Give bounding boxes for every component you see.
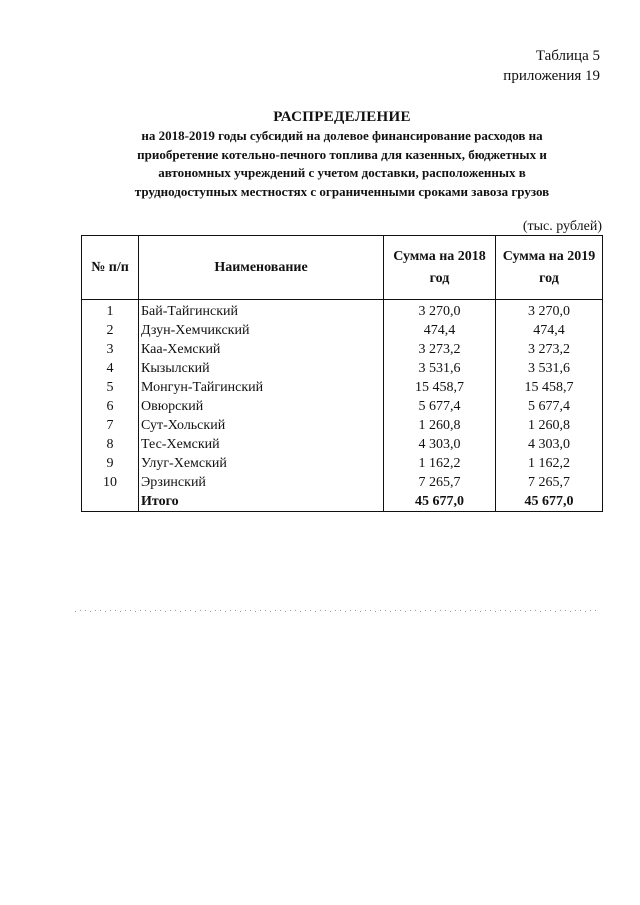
scan-dot — [155, 610, 156, 611]
row-number: 8 — [82, 435, 139, 454]
scan-dot — [380, 610, 381, 611]
row-name: Бай-Тайгинский — [139, 300, 384, 322]
table-row — [82, 340, 603, 359]
scan-dot — [320, 610, 321, 611]
scan-dot — [475, 610, 476, 611]
document-heading — [80, 107, 604, 201]
scan-dot — [595, 610, 596, 611]
scan-dot — [450, 611, 451, 612]
scan-dot — [340, 610, 341, 611]
table-header-row — [82, 236, 603, 300]
scan-dot — [175, 610, 176, 611]
scan-dot — [290, 610, 291, 611]
scan-dot — [550, 610, 551, 611]
scan-dot — [400, 610, 401, 611]
scan-dot — [180, 611, 181, 612]
row-sum-2019: 5 677,4 — [496, 397, 603, 416]
scan-dot — [500, 610, 501, 611]
scan-dot — [245, 610, 246, 611]
units-note: (тыс. рублей) — [522, 219, 602, 234]
scan-dot — [420, 611, 421, 612]
subsidy-table — [81, 235, 603, 512]
scan-dot — [205, 610, 206, 611]
scan-dot — [535, 610, 536, 611]
row-sum-2018: 15 458,7 — [384, 378, 496, 397]
scan-dot — [215, 610, 216, 611]
scan-dot — [150, 611, 151, 612]
row-number: 6 — [82, 397, 139, 416]
scan-dot — [345, 611, 346, 612]
scan-dot — [105, 611, 106, 612]
scan-dot — [210, 611, 211, 612]
scan-dot — [495, 611, 496, 612]
header-number: № п/п — [82, 236, 139, 300]
scan-dot — [80, 610, 81, 611]
scan-dot — [95, 610, 96, 611]
heading-line: автономных учреждений с учетом доставки, расположенных в — [158, 165, 526, 180]
scan-dot — [520, 610, 521, 611]
row-sum-2018: 3 270,0 — [384, 300, 496, 322]
scan-dot — [580, 610, 581, 611]
table-row — [82, 300, 603, 322]
scan-dot — [335, 610, 336, 611]
row-number: 9 — [82, 454, 139, 473]
scan-dot — [140, 610, 141, 611]
scan-dot — [170, 610, 171, 611]
row-sum-2018: 1 162,2 — [384, 454, 496, 473]
scan-dot — [350, 610, 351, 611]
scan-dot — [525, 611, 526, 612]
scan-dot — [395, 610, 396, 611]
row-sum-2019: 3 270,0 — [496, 300, 603, 322]
scan-dot — [275, 610, 276, 611]
scan-dot — [120, 611, 121, 612]
scan-dot — [265, 610, 266, 611]
scan-dot — [365, 610, 366, 611]
total-label: Итого — [139, 492, 384, 512]
row-sum-2018: 7 265,7 — [384, 473, 496, 492]
scan-dot — [575, 610, 576, 611]
scan-dot — [505, 610, 506, 611]
scan-dot — [330, 611, 331, 612]
row-sum-2018: 474,4 — [384, 321, 496, 340]
row-number: 7 — [82, 416, 139, 435]
row-number: 10 — [82, 473, 139, 492]
scan-dot — [405, 611, 406, 612]
row-sum-2018: 3 273,2 — [384, 340, 496, 359]
row-sum-2018: 5 677,4 — [384, 397, 496, 416]
scan-dot — [225, 611, 226, 612]
table-row — [82, 321, 603, 340]
scan-dot — [75, 611, 76, 612]
row-name: Сут-Хольский — [139, 416, 384, 435]
scan-dot — [445, 610, 446, 611]
scan-dot — [435, 611, 436, 612]
scan-dot — [260, 610, 261, 611]
scan-dot — [115, 610, 116, 611]
scan-dot — [455, 610, 456, 611]
scan-dot — [415, 610, 416, 611]
scan-dot — [325, 610, 326, 611]
row-sum-2019: 4 303,0 — [496, 435, 603, 454]
scan-dot — [315, 611, 316, 612]
table-row — [82, 454, 603, 473]
scan-dot — [200, 610, 201, 611]
heading-line: труднодоступных местностях с ограниченными сроками завоза грузов — [134, 183, 550, 199]
row-sum-2019: 1 260,8 — [496, 416, 603, 435]
table-row — [82, 473, 603, 492]
scan-dot — [235, 610, 236, 611]
scan-dot — [100, 610, 101, 611]
header-name: Наименование — [139, 236, 384, 300]
row-sum-2018: 4 303,0 — [384, 435, 496, 454]
table-row — [82, 359, 603, 378]
row-name: Каа-Хемский — [139, 340, 384, 359]
row-name: Эрзинский — [139, 473, 384, 492]
row-name: Дзун-Хемчикский — [139, 321, 384, 340]
scan-dot — [190, 610, 191, 611]
row-name: Улуг-Хемский — [139, 454, 384, 473]
total-number-cell — [82, 492, 139, 512]
scan-dot — [470, 610, 471, 611]
scan-dot — [565, 610, 566, 611]
scan-dot — [410, 610, 411, 611]
row-sum-2019: 15 458,7 — [496, 378, 603, 397]
scan-dot — [195, 611, 196, 612]
table-row — [82, 416, 603, 435]
table-row — [82, 397, 603, 416]
scan-dot — [295, 610, 296, 611]
total-sum-2019: 45 677,0 — [496, 492, 603, 512]
scan-dot — [540, 611, 541, 612]
scan-dot — [185, 610, 186, 611]
scan-dot — [300, 611, 301, 612]
scan-dot — [90, 611, 91, 612]
reference-table-number: Таблица 5 — [535, 48, 600, 64]
scan-dot — [110, 610, 111, 611]
row-number: 2 — [82, 321, 139, 340]
scan-dot — [85, 610, 86, 611]
heading-line: приобретение котельно-печного топлива для казенных, бюджетных и — [137, 146, 547, 162]
scan-dot — [255, 611, 256, 612]
scan-dot — [220, 610, 221, 611]
scan-dot — [465, 611, 466, 612]
scan-dot — [460, 610, 461, 611]
table-row — [82, 435, 603, 454]
row-sum-2019: 3 531,6 — [496, 359, 603, 378]
row-sum-2018: 1 260,8 — [384, 416, 496, 435]
row-sum-2019: 3 273,2 — [496, 340, 603, 359]
row-name: Кызылский — [139, 359, 384, 378]
header-sum-2018: Сумма на 2018 год — [384, 236, 496, 300]
row-name: Овюрский — [139, 397, 384, 416]
heading-line: на 2018-2019 годы субсидий на долевое финансирование расходов на — [141, 128, 543, 143]
scan-dot — [285, 611, 286, 612]
scan-dot — [545, 610, 546, 611]
scan-dot — [570, 611, 571, 612]
row-sum-2018: 3 531,6 — [384, 359, 496, 378]
row-number: 3 — [82, 340, 139, 359]
table-reference — [503, 46, 600, 86]
header-sum-2019: Сумма на 2019 год — [496, 236, 603, 300]
scan-dot — [375, 611, 376, 612]
scan-dot — [585, 611, 586, 612]
scan-dot — [555, 611, 556, 612]
scan-dotted-line — [0, 610, 640, 612]
scan-dot — [305, 610, 306, 611]
scan-dot — [125, 610, 126, 611]
document-title: РАСПРЕДЕЛЕНИЕ — [273, 109, 411, 125]
scan-dot — [250, 610, 251, 611]
scan-dot — [280, 610, 281, 611]
scan-dot — [485, 610, 486, 611]
scan-dot — [360, 611, 361, 612]
scan-dot — [590, 610, 591, 611]
total-sum-2018: 45 677,0 — [384, 492, 496, 512]
row-sum-2019: 474,4 — [496, 321, 603, 340]
scan-dot — [510, 611, 511, 612]
scan-dot — [430, 610, 431, 611]
row-name: Тес-Хемский — [139, 435, 384, 454]
scan-dot — [370, 610, 371, 611]
scan-dot — [145, 610, 146, 611]
scan-dot — [425, 610, 426, 611]
scan-dot — [355, 610, 356, 611]
scan-dot — [270, 611, 271, 612]
scan-dot — [165, 611, 166, 612]
table-row — [82, 378, 603, 397]
row-number: 5 — [82, 378, 139, 397]
scan-dot — [160, 610, 161, 611]
scan-dot — [310, 610, 311, 611]
row-sum-2019: 7 265,7 — [496, 473, 603, 492]
scan-dot — [560, 610, 561, 611]
table-total-row — [82, 492, 603, 512]
scan-dot — [240, 611, 241, 612]
scan-dot — [230, 610, 231, 611]
scan-dot — [390, 611, 391, 612]
scan-dot — [135, 611, 136, 612]
scan-dot — [480, 611, 481, 612]
scan-dot — [130, 610, 131, 611]
row-number: 4 — [82, 359, 139, 378]
scan-dot — [385, 610, 386, 611]
scan-dot — [530, 610, 531, 611]
row-number: 1 — [82, 300, 139, 322]
reference-appendix-number: приложения 19 — [503, 68, 600, 84]
row-name: Монгун-Тайгинский — [139, 378, 384, 397]
scan-dot — [490, 610, 491, 611]
row-sum-2019: 1 162,2 — [496, 454, 603, 473]
scan-dot — [440, 610, 441, 611]
scan-dot — [515, 610, 516, 611]
